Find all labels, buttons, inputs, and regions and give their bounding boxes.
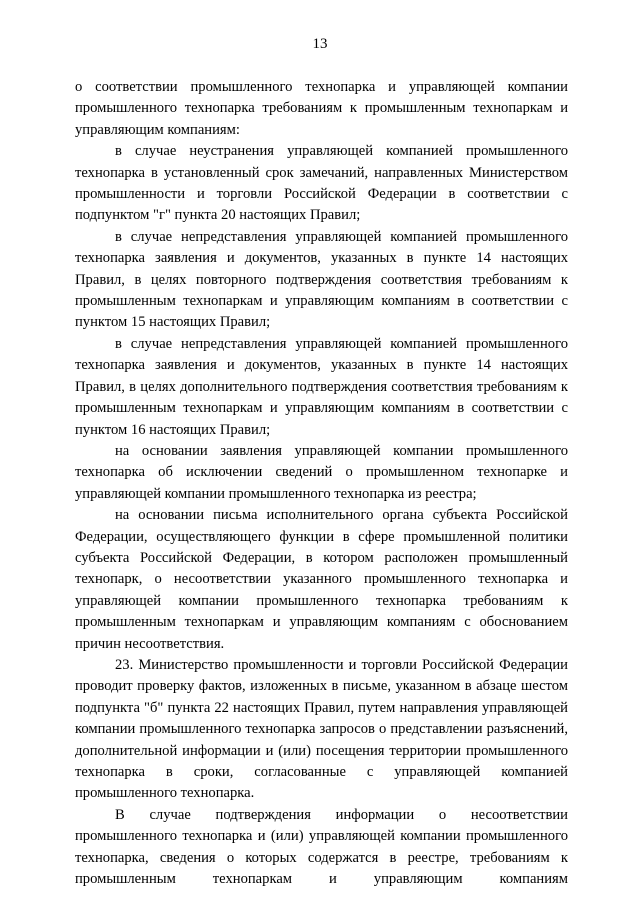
- document-body: [75, 77, 568, 890]
- page-number: 13: [312, 36, 328, 52]
- paragraph-section-23: 23. Министерство промышленности и торговли Российской Федерации проводит проверку фактов, изложенных в письме, указанном в абзаце шестом подпункта "б" пункта 22 настоящих Правил, путем направления управляющей компании промышленного технопарка запросов о представлении разъяснений, дополнительной информации и (или) посещения территории промышленного технопарка в сроки, согласованные с управляющей компанией промышленного технопарка.: [75, 656, 568, 802]
- paragraph-intro: о соответствии промышленного технопарка и управляющей компании промышленного технопарка требованиям к промышленным технопаркам и управляющим компаниям:: [75, 79, 568, 138]
- paragraph-exclusion-request: на основании заявления управляющей компании промышленного технопарка об исключении сведений о промышленном технопарке и управляющей компании промышленного технопарка из реестра;: [75, 442, 568, 502]
- paragraph-confirmation-case: В случае подтверждения информации о несоответствии промышленного технопарка и (или) управляющей компании промышленного технопарка, сведения о которых содержатся в реестре, требованиям к промышленным технопаркам и управляющим компаниям: [75, 806, 568, 888]
- paragraph-regional-letter: на основании письма исполнительного органа субъекта Российской Федерации, осуществляющего функции в сфере промышленной политики субъекта Российской Федерации, в котором расположен промышленный технопарк, о несоответствии указанного промышленного технопарка и управляющей компании промышленного технопарка требованиям к промышленным технопаркам и управляющим компаниям с обоснованием причин несоответствия.: [75, 507, 568, 652]
- paragraph-remarks-not-eliminated: в случае неустранения управляющей компанией промышленного технопарка в установленный срок замечаний, направленных Министерством промышленности и торговли Российской Федерации в соответствии с подпунктом "г" пункта 20 настоящих Правил;: [75, 143, 568, 224]
- paragraph-additional-confirmation: в случае непредставления управляющей компанией промышленного технопарка заявления и документов, указанных в пункте 14 настоящих Правил, в целях дополнительного подтверждения соответствия требованиям к промышленным технопаркам и управляющим компаниям в соответствии с пунктом 16 настоящих Правил;: [75, 335, 568, 438]
- paragraph-repeat-confirmation: в случае непредставления управляющей компанией промышленного технопарка заявления и документов, указанных в пункте 14 настоящих Правил, в целях повторного подтверждения соответствия требованиям к промышленным технопаркам и управляющим компаниям в соответствии с пунктом 15 настоящих Правил;: [75, 228, 568, 331]
